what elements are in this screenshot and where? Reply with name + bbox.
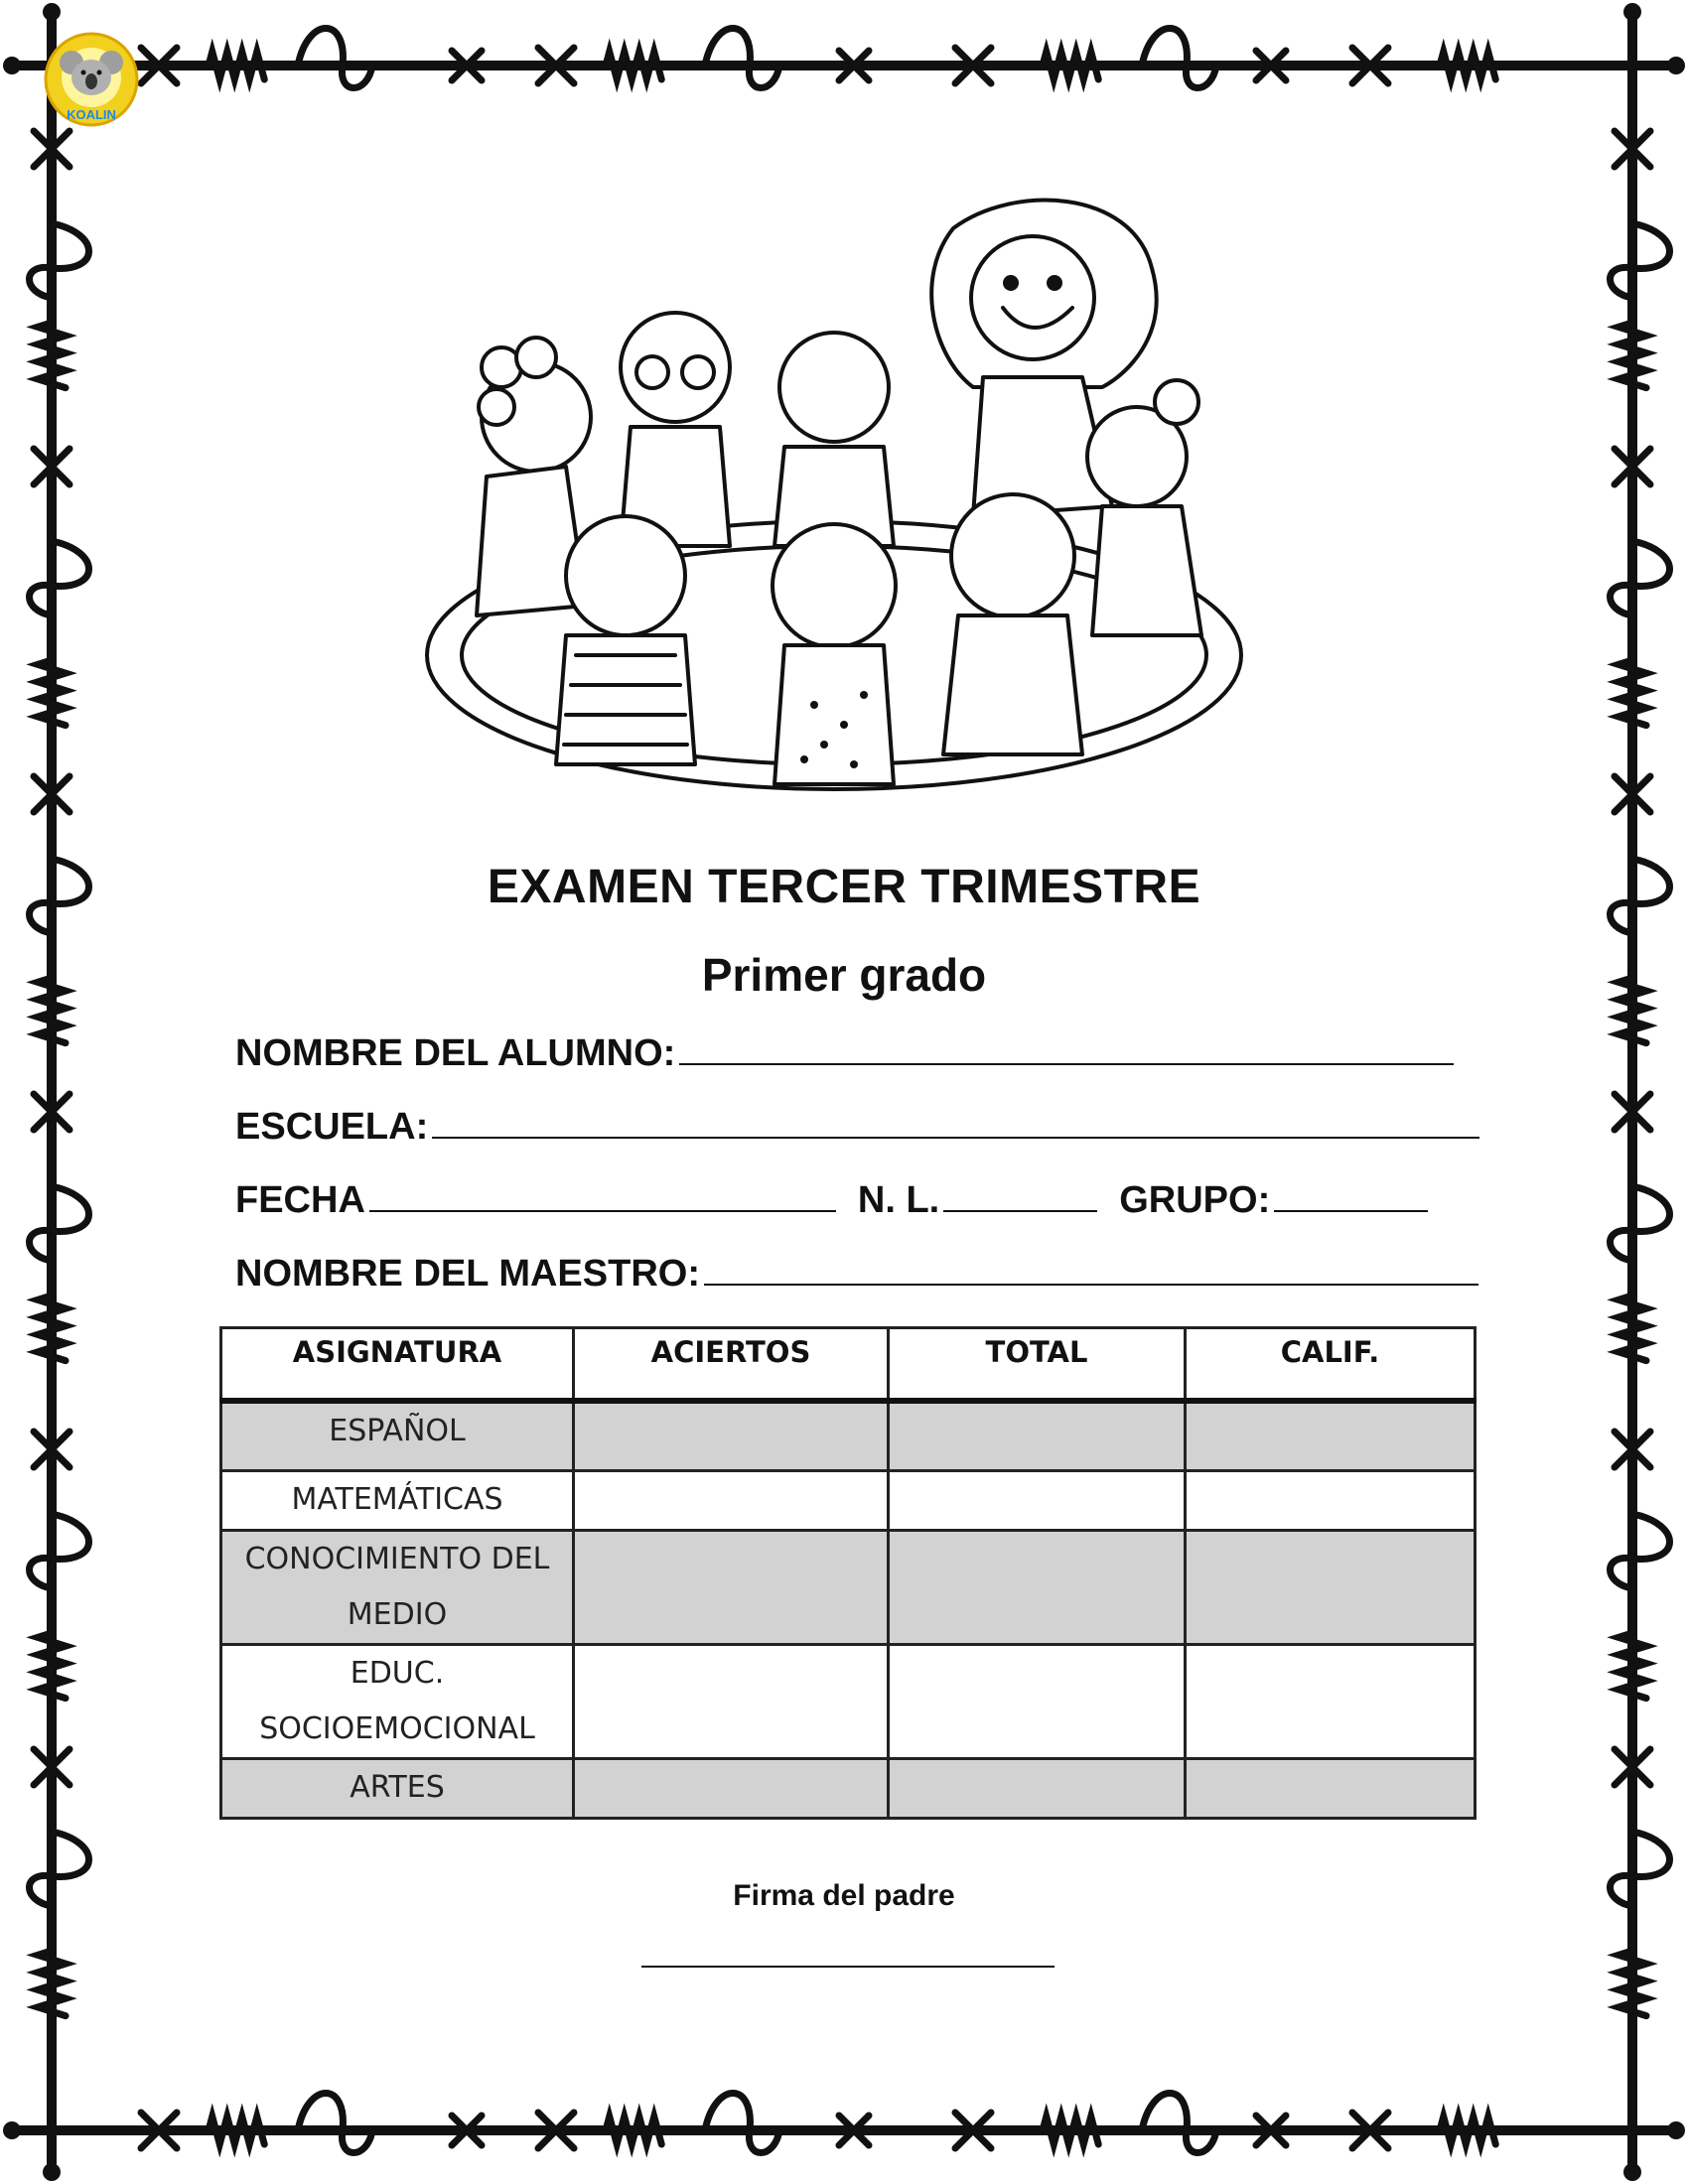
subject-name: CONOCIMIENTO DEL [244,1541,550,1576]
loop-doodle [30,223,89,298]
koalin-logo [42,30,141,129]
correct-cell[interactable] [574,1758,889,1818]
zigzag-doodle [209,2116,264,2144]
exam-title: EXAMEN TERCER TRIMESTRE [487,861,1201,913]
zigzag-doodle [209,52,264,79]
zigzag-doodle [1618,1633,1646,1699]
parent-signature-label: Firma del padre [733,1879,955,1912]
date-label: FECHA [235,1179,365,1221]
zigzag-doodle [1618,660,1646,726]
zigzag-doodle [1618,1951,1646,2016]
zigzag-doodle [1440,2116,1495,2144]
school-label: ESCUELA: [235,1106,429,1148]
teacher-name-blank[interactable] [704,1254,1478,1286]
date-group-row [235,1179,1428,1222]
grade-cell[interactable] [1186,1644,1476,1758]
zigzag-doodle [38,1951,66,2016]
loop-doodle [298,2094,372,2153]
loop-doodle [705,29,779,88]
student-name-label: NOMBRE DEL ALUMNO: [235,1032,676,1074]
correct-cell[interactable] [574,1530,889,1644]
children-circle-illustration [417,189,1271,824]
loop-doodle [705,2094,779,2153]
header-total: TOTAL [889,1328,1186,1402]
subject-name: ARTES [350,1769,445,1805]
zigzag-doodle [1043,52,1098,79]
table-row [221,1644,1476,1758]
date-blank[interactable] [369,1180,836,1212]
loop-doodle [298,29,372,88]
list-number-label: N. L. [857,1179,940,1221]
subject-cell [221,1401,574,1470]
subject-cell [221,1758,574,1818]
header-subject: ASIGNATURA [221,1328,574,1402]
svg-text:KOALIN: KOALIN [67,107,116,122]
zigzag-doodle [606,2116,661,2144]
grade-subtitle: Primer grado [701,949,987,1001]
total-cell[interactable] [889,1758,1186,1818]
total-cell[interactable] [889,1470,1186,1530]
parent-signature-line[interactable] [641,1966,1055,1968]
total-cell[interactable] [889,1644,1186,1758]
subject-name: EDUC. [350,1655,445,1691]
table-row [221,1401,1476,1470]
table-row [221,1470,1476,1530]
table-row [221,1530,1476,1644]
subject-name: ESPAÑOL [329,1414,466,1448]
loop-doodle [1611,223,1670,298]
loop-doodle [1142,29,1216,88]
zigzag-doodle [1043,2116,1098,2144]
header-grade: CALIF. [1186,1328,1476,1402]
subject-name-line2: MEDIO [347,1596,448,1632]
zigzag-doodle [38,660,66,726]
correct-cell[interactable] [574,1401,889,1470]
group-label: GRUPO: [1119,1179,1271,1221]
loop-doodle [1142,2094,1216,2153]
subject-cell [221,1470,574,1530]
loop-doodle [30,541,89,615]
loop-doodle [1611,541,1670,615]
loop-doodle [1611,1186,1670,1261]
correct-cell[interactable] [574,1644,889,1758]
zigzag-doodle [606,52,661,79]
zigzag-doodle [1440,52,1495,79]
zigzag-doodle [38,1633,66,1699]
school-field [235,1106,1479,1149]
zigzag-doodle [38,323,66,388]
subject-cell [221,1644,574,1758]
total-cell[interactable] [889,1401,1186,1470]
group-blank[interactable] [1274,1180,1428,1212]
grades-table [219,1326,1477,1820]
subject-cell [221,1530,574,1644]
grade-cell[interactable] [1186,1530,1476,1644]
loop-doodle [1611,1514,1670,1588]
subject-name: MATEMÁTICAS [291,1481,503,1517]
header-correct: ACIERTOS [574,1328,889,1402]
student-name-blank[interactable] [679,1033,1454,1065]
subject-name-line2: SOCIOEMOCIONAL [259,1710,535,1746]
loop-doodle [30,1514,89,1588]
teacher-name-label: NOMBRE DEL MAESTRO: [235,1253,700,1295]
zigzag-doodle [1618,323,1646,388]
school-blank[interactable] [432,1107,1479,1139]
table-row [221,1758,1476,1818]
grade-cell[interactable] [1186,1758,1476,1818]
grade-cell[interactable] [1186,1401,1476,1470]
list-number-blank[interactable] [943,1180,1097,1212]
zigzag-doodle [1618,1296,1646,1361]
zigzag-doodle [38,1296,66,1361]
teacher-name-field [235,1253,1478,1296]
grade-cell[interactable] [1186,1470,1476,1530]
student-name-field [235,1032,1454,1075]
loop-doodle [30,1186,89,1261]
correct-cell[interactable] [574,1470,889,1530]
total-cell[interactable] [889,1530,1186,1644]
grades-table-header [221,1328,1476,1402]
